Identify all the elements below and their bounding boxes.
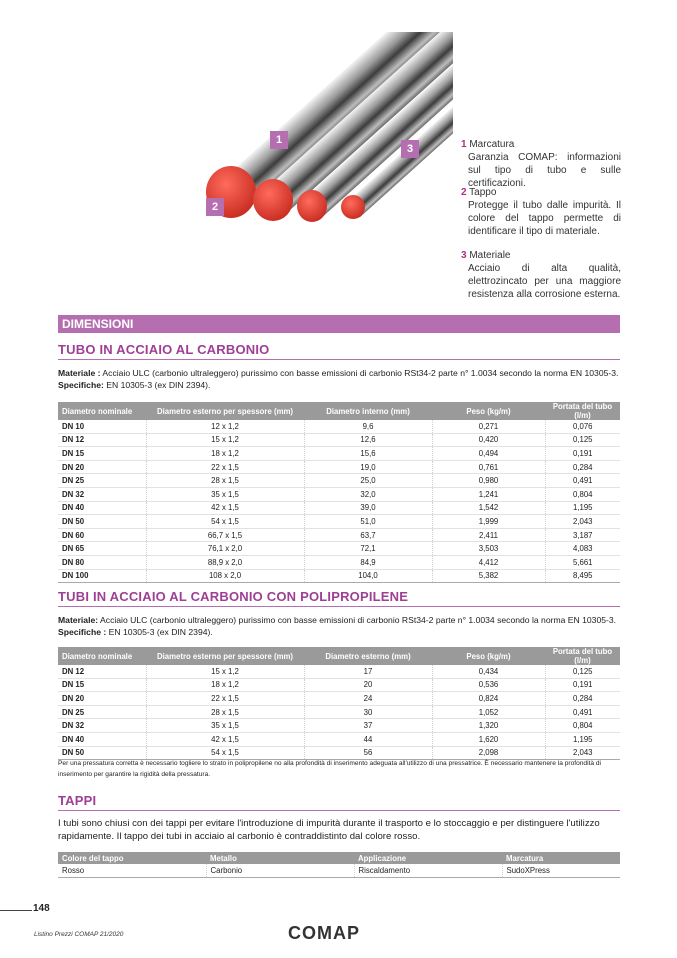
legend-number: 1 [461,139,467,150]
table-cell: 1,320 [432,719,545,733]
red-cap [297,190,327,222]
table-cell: 3,187 [545,528,620,542]
table-cell: 20 [304,678,432,692]
table-cell: 28 x 1,5 [146,705,304,719]
table-cell: 51,0 [304,515,432,529]
page-rule [0,910,32,911]
carbon-description [58,367,620,391]
table-cell: DN 80 [58,555,146,569]
table-cell: 25,0 [304,474,432,488]
table-cell: 0,125 [545,665,620,678]
column-header: Diametro esterno per spessore (mm) [146,647,304,665]
table-row [58,864,620,877]
table-cell: 56 [304,746,432,760]
table-cell: 104,0 [304,569,432,583]
red-cap [341,195,365,219]
table-cell: 35 x 1,5 [146,487,304,501]
table-cell: 9,6 [304,420,432,433]
table-cell: 4,412 [432,555,545,569]
table-cell: 0,536 [432,678,545,692]
legend-title: Materiale [469,250,511,261]
table-cell: Riscaldamento [354,864,502,877]
table-cell: 76,1 x 2,0 [146,542,304,556]
pp-description [58,614,620,638]
callout-1: 1 [270,131,288,149]
table-row [58,447,620,461]
table-row [58,474,620,488]
table-cell: 22 x 1,5 [146,460,304,474]
legend-number: 3 [461,250,467,261]
pipes-photo [195,32,453,232]
table-cell: 0,491 [545,474,620,488]
column-header: Diametro nominale [58,402,146,420]
table-row [58,555,620,569]
table-row [58,528,620,542]
table-row [58,719,620,733]
legend-number: 2 [461,187,467,198]
legend-item-1 [461,138,621,190]
table-row [58,515,620,529]
table-cell: DN 65 [58,542,146,556]
table-cell: 66,7 x 1,5 [146,528,304,542]
table-cell: 1,195 [545,501,620,515]
table-cell: DN 40 [58,501,146,515]
table-cell: DN 40 [58,732,146,746]
callout-3: 3 [401,140,419,158]
table-cell: DN 100 [58,569,146,583]
tappi-heading: TAPPI [58,793,620,811]
table-cell: 24 [304,692,432,706]
table-cell: DN 25 [58,705,146,719]
table-cell: DN 32 [58,487,146,501]
table-cell: 0,761 [432,460,545,474]
legend-body: Garanzia COMAP: informazioni sul tipo di tubo e sulle certificazioni. [468,152,621,189]
table-row [58,746,620,760]
tappi-table [58,852,620,878]
table-cell: 15 x 1,2 [146,665,304,678]
table-cell: 2,098 [432,746,545,760]
table-cell: 1,241 [432,487,545,501]
table-cell: DN 50 [58,515,146,529]
column-header: Diametro nominale [58,647,146,665]
table-cell: 0,284 [545,460,620,474]
table-cell: DN 20 [58,692,146,706]
materiale-text: Acciaio ULC (carbonio ultraleggero) purissimo con basse emissioni di carbonio RSt34-2 parte n° 1.0034 secondo la norma EN 10305-3. [98,615,617,625]
table-cell: DN 60 [58,528,146,542]
table-cell: 18 x 1,2 [146,678,304,692]
table-cell: 0,125 [545,433,620,447]
column-header: Marcatura [502,852,620,864]
section-title: DIMENSIONI [58,315,620,333]
column-header: Portata del tubo (l/m) [545,647,620,665]
table-cell: SudoXPress [502,864,620,877]
column-header: Colore del tappo [58,852,206,864]
table-cell: 2,043 [545,515,620,529]
table-cell: 0,191 [545,447,620,461]
table-cell: DN 32 [58,719,146,733]
table-cell: 15 x 1,2 [146,433,304,447]
table-row [58,433,620,447]
specifiche-label: Specifiche: [58,380,104,390]
table-cell: DN 50 [58,746,146,760]
column-header: Portata del tubo (l/m) [545,402,620,420]
table-cell: 2,043 [545,746,620,760]
table-cell: 0,076 [545,420,620,433]
table-cell: 5,661 [545,555,620,569]
table-cell: 0,191 [545,678,620,692]
table-row [58,678,620,692]
table-cell: 0,491 [545,705,620,719]
footer-text: Listino Prezzi COMAP 21/2020 [34,931,124,938]
specifiche-text: EN 10305-3 (ex DIN 2394). [106,627,213,637]
table-cell: 35 x 1,5 [146,719,304,733]
table-cell: 72,1 [304,542,432,556]
table-cell: 0,980 [432,474,545,488]
table-cell: DN 12 [58,665,146,678]
table-cell: 63,7 [304,528,432,542]
table-cell: 42 x 1,5 [146,501,304,515]
table-row [58,501,620,515]
table-cell: DN 20 [58,460,146,474]
table-cell: 12 x 1,2 [146,420,304,433]
table-cell: Rosso [58,864,206,877]
table-cell: 8,495 [545,569,620,583]
table-cell: DN 15 [58,678,146,692]
legend-body: Acciaio di alta qualità, elettrozincato per una maggiore resistenza alla corrosione esterna. [468,263,621,300]
table-cell: 1,542 [432,501,545,515]
materiale-label: Materiale: [58,615,99,625]
pp-heading: TUBI IN ACCIAIO AL CARBONIO CON POLIPROPILENE [58,589,620,607]
table-cell: 54 x 1,5 [146,515,304,529]
table-cell: 5,382 [432,569,545,583]
red-cap [253,179,293,221]
table-cell: 0,420 [432,433,545,447]
table-cell: 0,494 [432,447,545,461]
table-cell: 30 [304,705,432,719]
carbon-table [58,402,620,583]
column-header: Applicazione [354,852,502,864]
table-cell: 22 x 1,5 [146,692,304,706]
table-cell: DN 15 [58,447,146,461]
table-cell: 37 [304,719,432,733]
carbon-heading: TUBO IN ACCIAIO AL CARBONIO [58,342,620,360]
column-header: Diametro esterno per spessore (mm) [146,402,304,420]
table-row [58,569,620,583]
table-cell: 15,6 [304,447,432,461]
comap-logo: COMAP [288,923,360,943]
table-row [58,705,620,719]
table-row [58,665,620,678]
materiale-label: Materiale : [58,368,101,378]
table-cell: Carbonio [206,864,354,877]
table-cell: 42 x 1,5 [146,732,304,746]
table-cell: 0,271 [432,420,545,433]
table-cell: 1,620 [432,732,545,746]
column-header: Peso (kg/m) [432,402,545,420]
table-cell: DN 10 [58,420,146,433]
pp-table [58,647,620,760]
table-cell: 0,804 [545,719,620,733]
callout-2: 2 [206,198,224,216]
table-cell: 19,0 [304,460,432,474]
pp-note: Per una pressatura corretta è necessario togliere lo strato in polipropilene no alla profondità di inserimento adeguata all'utilizzo di una pressatrice. È necessario mantenere la profondità di inserimento per garantire la rigidità della pressatura. [58,760,601,778]
table-cell: 84,9 [304,555,432,569]
table-cell: DN 25 [58,474,146,488]
legend-body: Protegge il tubo dalle impurità. Il colore del tappo permette di identificare il tipo di materiale. [468,200,621,237]
table-row [58,692,620,706]
table-row [58,460,620,474]
table-cell: 17 [304,665,432,678]
materiale-text: Acciaio ULC (carbonio ultraleggero) purissimo con basse emissioni di carbonio RSt34-2 parte n° 1.0034 secondo la norma EN 10305-3. [100,368,619,378]
table-cell: 32,0 [304,487,432,501]
tappi-text: I tubi sono chiusi con dei tappi per evitare l'introduzione di impurità durante il trasporto e lo stoccaggio e per distinguere l'utilizzo rapidamente. Il tappo dei tubi in acciaio al carbonio è contraddistinto dal colore rosso. [58,818,600,842]
legend-item-2 [461,186,621,238]
legend-title: Marcatura [469,139,515,150]
column-header: Diametro interno (mm) [304,402,432,420]
table-row [58,487,620,501]
table-cell: DN 12 [58,433,146,447]
table-row [58,732,620,746]
table-cell: 0,824 [432,692,545,706]
legend-title: Tappo [469,187,497,198]
table-cell: 0,804 [545,487,620,501]
table-cell: 1,999 [432,515,545,529]
column-header: Peso (kg/m) [432,647,545,665]
table-cell: 44 [304,732,432,746]
table-row [58,542,620,556]
column-header: Diametro esterno (mm) [304,647,432,665]
column-header: Metallo [206,852,354,864]
specifiche-label: Specifiche : [58,627,107,637]
table-cell: 88,9 x 2,0 [146,555,304,569]
table-cell: 1,195 [545,732,620,746]
table-cell: 39,0 [304,501,432,515]
table-cell: 4,083 [545,542,620,556]
table-cell: 108 x 2,0 [146,569,304,583]
legend-item-3 [461,249,621,301]
table-row [58,420,620,433]
specifiche-text: EN 10305-3 (ex DIN 2394). [103,380,211,390]
table-cell: 1,052 [432,705,545,719]
table-cell: 3,503 [432,542,545,556]
table-cell: 0,434 [432,665,545,678]
table-cell: 54 x 1,5 [146,746,304,760]
table-cell: 12,6 [304,433,432,447]
page-number: 148 [33,903,50,914]
table-cell: 18 x 1,2 [146,447,304,461]
table-cell: 28 x 1,5 [146,474,304,488]
table-cell: 2,411 [432,528,545,542]
table-cell: 0,284 [545,692,620,706]
